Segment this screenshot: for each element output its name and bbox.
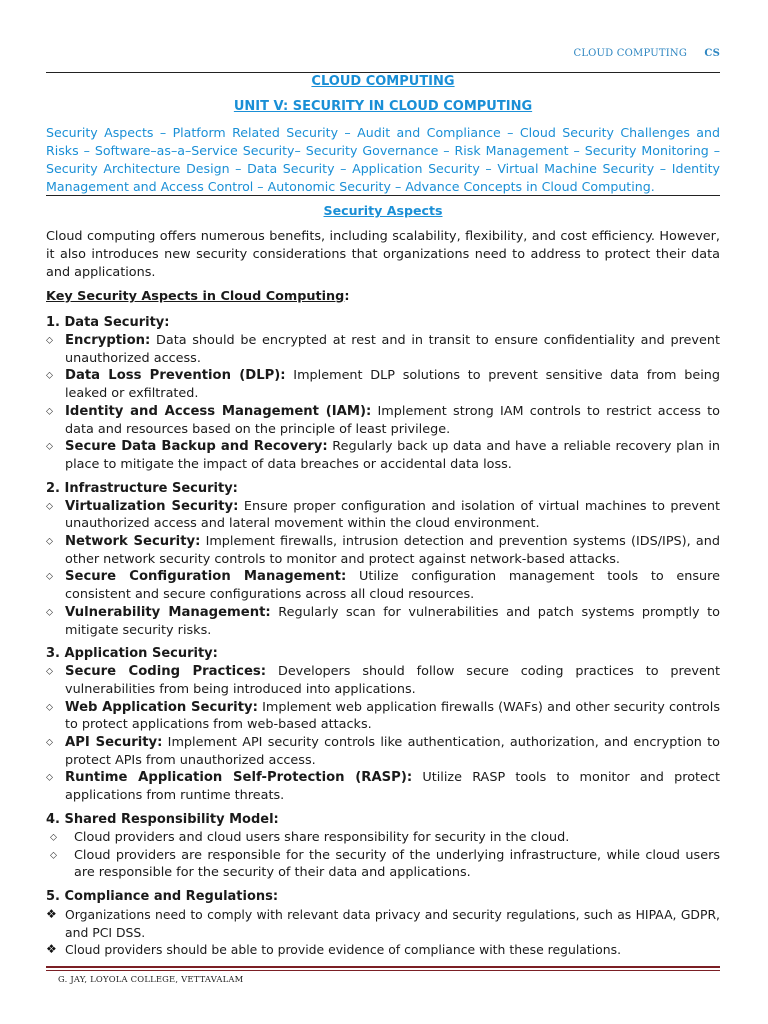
item-text: Implement DLP solutions to prevent sensitive data from being leaked or exfiltrated. [65, 368, 720, 402]
section-heading: Security Aspects [323, 203, 443, 218]
item-text: Organizations need to comply with relevant data privacy and security regulations, such as HIPAA, GDPR, and PCI DSS. [65, 906, 720, 940]
list-item [46, 403, 720, 438]
item-term: Secure Configuration Management: [65, 569, 347, 585]
intro-paragraph: Cloud computing offers numerous benefits, including scalability, flexibility, and cost efficiency. However, it also introduces new security considerations that organizations need to address to protect their data and applications. [46, 229, 720, 280]
bullet-icon: ⬦ [46, 606, 53, 618]
running-header [573, 48, 720, 59]
bullet-list [46, 906, 720, 959]
item-text: Utilize RASP tools to monitor and protect applications from runtime threats. [65, 770, 720, 804]
list-item [46, 847, 720, 882]
subsection-heading: 2. Infrastructure Security: [46, 480, 238, 496]
diamond-bullet-icon: ❖ [46, 942, 57, 957]
item-term: Secure Data Backup and Recovery: [65, 439, 328, 455]
bullet-list [46, 332, 720, 474]
bullet-icon: ⬦ [46, 500, 53, 512]
item-term: Data Loss Prevention (DLP): [65, 368, 286, 384]
subsection-heading: 3. Application Security: [46, 646, 218, 662]
list-item [46, 699, 720, 734]
page-footer: G. JAY, LOYOLA COLLEGE, VETTAVALAM [58, 974, 244, 984]
bullet-list [46, 663, 720, 805]
syllabus-topics: Security Aspects – Platform Related Security – Audit and Compliance – Cloud Security Challenges and Risks – Software–as–a–Service Security– Security Governance – Risk Management – Security Monitoring – Security Architecture Design – Data Security – Application Security – Virtual Machine Security – Identity Management and Access Control – Autonomic Security – Advance Concepts in Cloud Computing. [46, 125, 720, 194]
item-text: Cloud providers and cloud users share responsibility for security in the cloud. [74, 829, 570, 845]
bullet-icon: ⬦ [46, 441, 53, 453]
item-term: Secure Coding Practices: [65, 664, 267, 680]
item-text: Cloud providers are responsible for the security of the underlying infrastructure, while cloud users are responsible for the security of their data and applications. [74, 847, 720, 881]
list-item [46, 332, 720, 367]
bullet-icon: ⬦ [46, 571, 53, 583]
footer-rule-thick [46, 966, 720, 968]
subsection-heading: 1. Data Security: [46, 315, 170, 330]
item-text: Regularly scan for vulnerabilities and patch systems promptly to mitigate security risks. [65, 604, 720, 638]
item-term: Vulnerability Management: [65, 604, 271, 620]
item-term: Network Security: [65, 534, 201, 550]
list-item [46, 663, 720, 698]
bullet-icon: ⬦ [50, 849, 57, 861]
header-code: CS [704, 48, 720, 59]
item-text: Developers should follow secure coding practices to prevent vulnerabilities from being introduced into applications. [65, 664, 720, 697]
list-item [46, 367, 720, 402]
item-text: Implement API security controls like authentication, authorization, and encryption to protect APIs from unauthorized access. [65, 735, 720, 768]
item-term: API Security: [65, 735, 163, 751]
subsection-heading: 4. Shared Responsibility Model: [46, 811, 279, 827]
item-text: Implement strong IAM controls to restrict access to data and resources based on the principle of least privilege. [65, 403, 720, 437]
item-term: Runtime Application Self-Protection (RASP): [65, 770, 413, 786]
key-aspects-heading-colon: : [344, 289, 350, 304]
bullet-icon: ⬦ [46, 335, 53, 346]
header-course: CLOUD COMPUTING [573, 48, 688, 59]
item-term: Web Application Security: [65, 699, 258, 715]
list-item [46, 604, 720, 639]
item-term: Virtualization Security: [65, 498, 239, 514]
footer-rule-thin [46, 970, 720, 971]
bullet-icon: ⬦ [46, 370, 53, 382]
key-aspects-heading-text: Key Security Aspects in Cloud Computing [46, 289, 345, 304]
list-item [46, 941, 720, 959]
bullet-icon: ⬦ [46, 701, 53, 713]
footer-divider [46, 966, 720, 971]
item-text: Ensure proper configuration and isolation of virtual machines to prevent unauthorized access and lateral movement within the cloud environment. [65, 498, 720, 532]
list-item [46, 533, 720, 568]
list-item [46, 769, 720, 804]
list-item [46, 734, 720, 769]
bullet-icon: ⬦ [46, 405, 53, 417]
key-aspects-list [46, 314, 720, 965]
bullet-icon: ⬦ [46, 536, 53, 548]
item-text: Cloud providers should be able to provide evidence of compliance with these regulations. [65, 942, 622, 958]
item-text: Regularly back up data and have a reliable recovery plan in place to mitigate the impact of data breaches or accidental data loss. [65, 439, 720, 472]
document-title: CLOUD COMPUTING [311, 74, 455, 89]
bullet-icon: ⬦ [50, 831, 57, 843]
syllabus-divider [46, 195, 720, 196]
item-text: Implement web application firewalls (WAFs) and other security controls to protect applications from web-based attacks. [65, 699, 720, 733]
bullet-list [46, 829, 720, 882]
unit-title: UNIT V: SECURITY IN CLOUD COMPUTING [233, 99, 533, 114]
bullet-icon: ⬦ [46, 772, 53, 784]
list-item [46, 906, 720, 941]
list-item [46, 438, 720, 473]
item-text: Data should be encrypted at rest and in transit to ensure confidentiality and prevent unauthorized access. [65, 333, 720, 366]
key-aspects-heading [46, 289, 349, 304]
item-text: Implement firewalls, intrusion detection and prevention systems (IDS/IPS), and other network security controls to monitor and protect against network-based attacks. [65, 534, 720, 567]
diamond-bullet-icon: ❖ [46, 906, 57, 921]
subsection-heading: 5. Compliance and Regulations: [46, 888, 279, 904]
list-item [46, 829, 720, 847]
bullet-list [46, 498, 720, 640]
item-text: Utilize configuration management tools to ensure consistent and secure configurations across all cloud resources. [65, 569, 720, 603]
item-term: Encryption: [65, 333, 151, 348]
list-item [46, 568, 720, 603]
bullet-icon: ⬦ [46, 666, 53, 678]
header-divider [46, 72, 720, 73]
item-term: Identity and Access Management (IAM): [65, 403, 372, 419]
list-item [46, 498, 720, 533]
bullet-icon: ⬦ [46, 737, 53, 749]
